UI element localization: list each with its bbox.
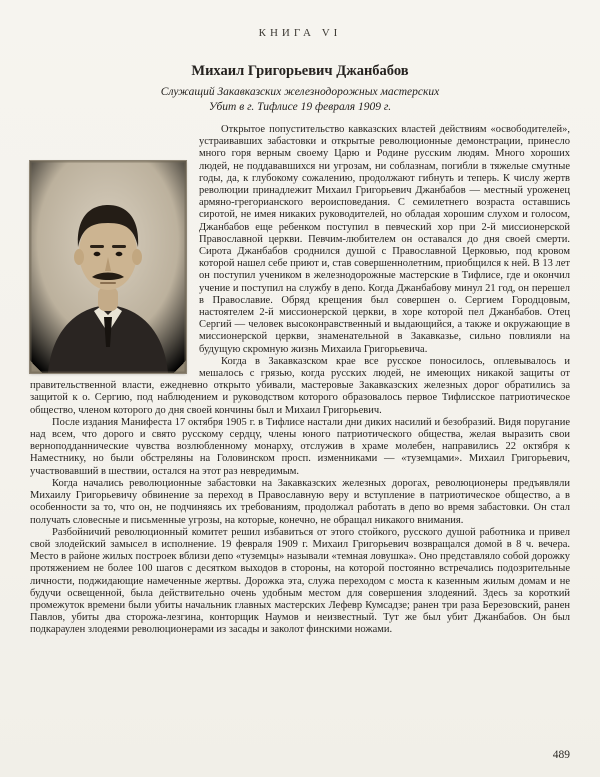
- paragraph-4: Когда начались революционные забастовки на Закавказских железных дорогах, революционеры предъявляли Михаилу Григорьевичу обвинение за переход в Православную веру и вступление в патриотическое общество, а в особенности за то, что он, не подчиняясь их требованиям, продолжал работать в депо во время забастовки. Он стал получать словесные и письменные угрозы, на которые, конечно, не обращал никакого внимания.: [30, 477, 570, 526]
- paragraph-1: Открытое попустительство кавказских властей действиям «освободителей», устраивавших забастовки и открытые революционные демонстрации, принесло много горя верным своему Царю и Родине русским людям. Много хороших людей, не поддававшихся ни угрозам, ни соблазнам, погибли в тяжелые смутные годы, да, к глубокому сожалению, продолжают гибнуть и теперь. К числу жертв революции принадлежит Михаил Григорьевич Джанбабов — местный уроженец армяно-грегорианского вероисповедания. С семилетнего возраста оставшись сиротой, не имея никаких руководителей, но обладая хорошим слухом и голосом, Джанбабов еще ребенком поступил в певческий хор при 2-й миссионерской Православной церкви. Певчим-любителем он оставался до дня своей смерти. Сирота Джанбабов сроднился душой с Православной Церковью, под кровом которой нашел себе приют и, став совершеннолетним, приобщился к ней. В 13 лет он поступил учеником в железнодорожные мастерские в Тифлисе, где и окончил учение и поступил на службу в депо. Когда Джанбабову минул 21 год, он перешел в Православие. Обряд крещения был совершен о. Сергием Городцовым, настоятелем 2-й миссионерской церкви, в хоре которой пел Джанбабов. Отец Сергий — человек высоконравственный и выдающийся, а также и окружающие в миссионерской церкви, знаменательной в Закавказье, сильно повлияли на будущую скромную жизнь Михаила Григорьевича.: [199, 124, 570, 355]
- portrait-illustration: [30, 161, 186, 373]
- portrait-photo: [30, 161, 186, 373]
- page-number: 489: [552, 749, 570, 761]
- paragraph-2: Когда в Закавказском крае все русское поносилось, оплевывалось и мешалось с грязью, когда русских людей, не имеющих никакой защиты от правительственной власти, ежедневно открыто убивали, мастеровые Закавказских железных дорог обратились за защитой к о. Сергию, под наблюдением и руководством которого образовалось первое Тифлисское патриотическое общество, членом которого до дня своей кончины был и Михаил Григорьевич.: [30, 355, 570, 416]
- running-head: КНИГА VI: [258, 27, 342, 39]
- article-title: Михаил Григорьевич Джанбабов: [191, 63, 409, 79]
- article-subtitle-occupation: Служащий Закавказских железнодорожных мастерских: [160, 86, 440, 98]
- article-header: [0, 63, 600, 115]
- paragraph-5: Разбойничий революционный комитет решил избавиться от этого стойкого, русского душой работника и привел свой злодейский замысел в исполнение. 19 февраля 1909 г. Михаил Григорьевич возвращался домой в 8 ч. вечера. Место в районе жилых построек вблизи депо «туземцы» называли «темная ловушка». Оно представляло собой дорожку протяжением не более 100 шагов с десятком выходов в стороны, на которой постоянно встречались подозрительные личности, поджидающие намеченные жертвы. Дорожка эта, служа переходом с моста к казенным жилым домам и не будучи освещенной, была действительно очень удобным местом для совершения злодеяний. Здесь за короткий промежуток времени были убиты начальник главных мастерских Лефевр Кумсадзе; ранен три раза Березовский, ранен Павлов, убиты два сторожа-лезгина, конторщик Наумов и неизвестный. Тут же был убит Джанбабов. Он был подкараулен злодеями революционерами из засады и заколот финскими ножами.: [30, 526, 570, 636]
- paragraph-3: После издания Манифеста 17 октября 1905 г. в Тифлисе настали дни диких насилий и безобразий. Видя поругание над всем, что дорого и свято русскому сердцу, члены юного патриотического общества, желая выразить свои верноподданнические чувства возлюбленному монарху, отслужив в храме молебен, направились 22 октября к Наместнику, но были обстреляны на Головинском просп. изменниками — «туземцами». Михаил Григорьевич, участвовавший в шествии, остался на этот раз невредимым.: [30, 416, 570, 477]
- article-subtitle-death: Убит в г. Тифлисе 19 февраля 1909 г.: [208, 101, 392, 113]
- article-body: [30, 124, 570, 637]
